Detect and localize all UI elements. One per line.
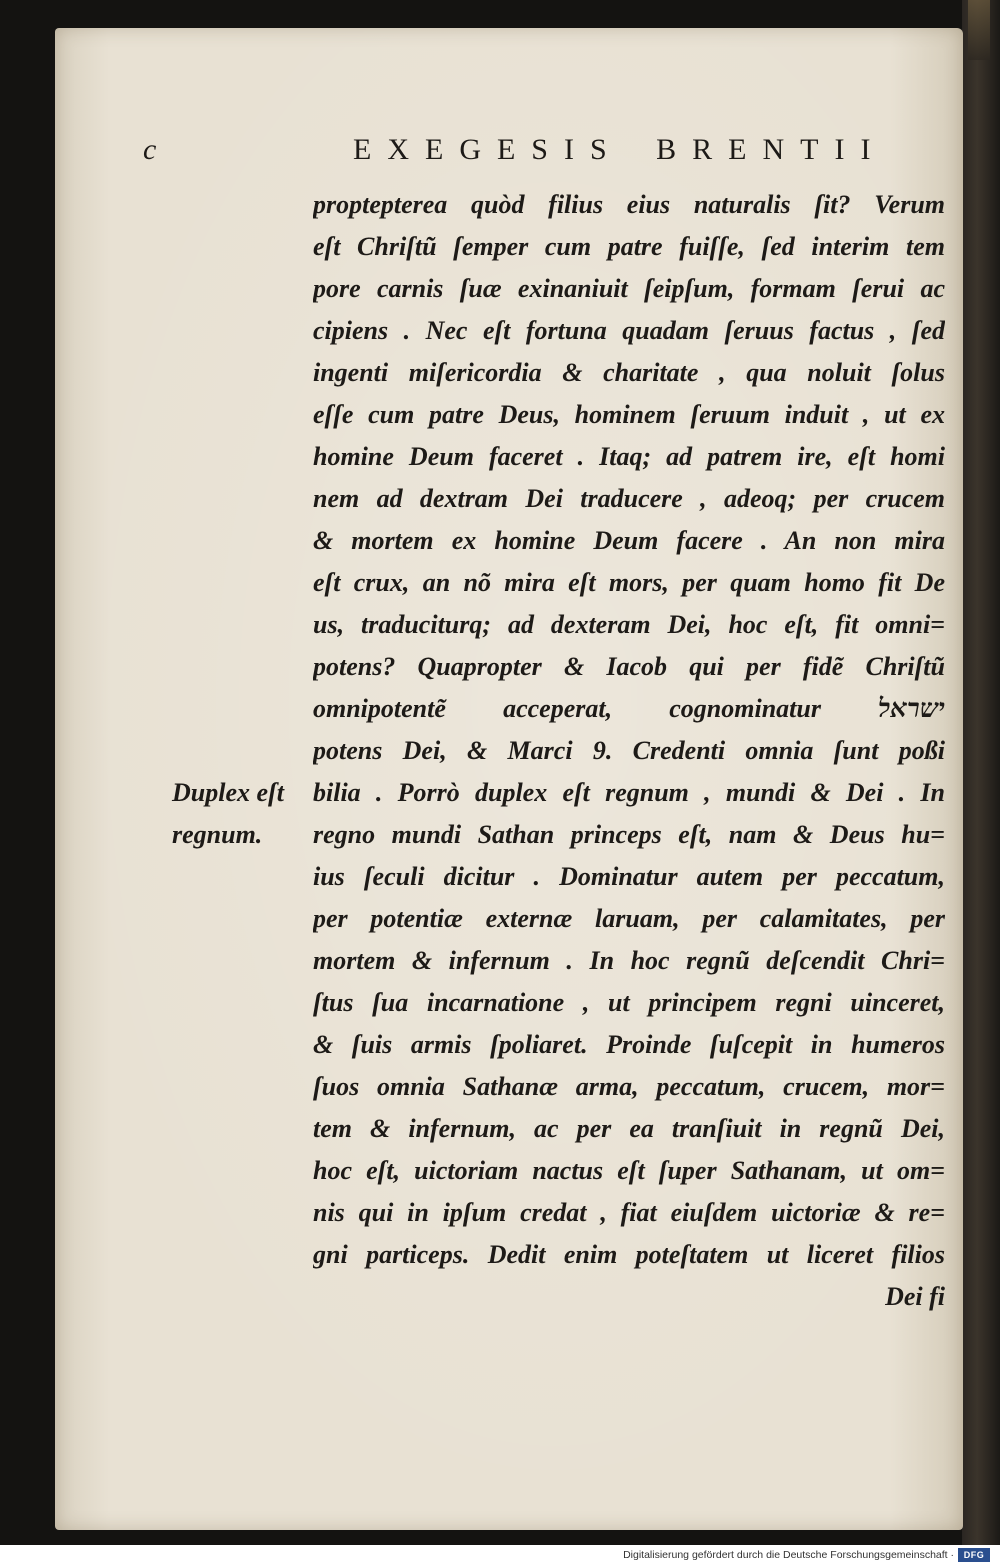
text-line: ingenti miſericordia & charitate , qua noluit ſolus xyxy=(313,358,945,387)
text-line: potens Dei, & Marci 9. Credenti omnia ſunt poßi xyxy=(313,736,945,765)
text-line: eſt crux, an nõ mira eſt mors, per quam homo fit De xyxy=(313,568,945,597)
text-line: cipiens . Nec eſt fortuna quadam ſeruus factus , ſed xyxy=(313,316,945,345)
text-line: mortem & infernum . In hoc regnũ deſcendit Chri= xyxy=(313,946,945,975)
catchword: Dei fi xyxy=(885,1282,945,1311)
text-line: homine Deum faceret . Itaq; ad patrem ire, eſt homi xyxy=(313,442,945,471)
margin-note xyxy=(172,772,307,856)
text-line: regno mundi Sathan princeps eſt, nam & Deus hu= xyxy=(313,820,945,849)
margin-note-line: Duplex eſt xyxy=(172,778,284,807)
body-text xyxy=(313,184,945,1318)
text-line: tem & infernum, ac per ea tranſiuit in regnũ Dei, xyxy=(313,1114,945,1143)
text-line: gni particeps. Dedit enim poteſtatem ut liceret filios xyxy=(313,1240,945,1269)
text-line: hoc eſt, uictoriam nactus eſt ſuper Sathanam, ut om= xyxy=(313,1156,945,1185)
margin-note-line: regnum. xyxy=(172,820,263,849)
book-edge xyxy=(962,0,1000,1545)
text-line: ius ſeculi dicitur . Dominatur autem per peccatum, xyxy=(313,862,945,891)
digitization-credit: Digitalisierung gefördert durch die Deutsche Forschungsgemeinschaft · xyxy=(623,1549,954,1561)
text-line: proptepterea quòd filius eius naturalis ſit? Verum xyxy=(313,190,945,219)
text-line: bilia . Porrò duplex eſt regnum , mundi & Dei . In xyxy=(313,778,945,807)
dfg-logo-icon: DFG xyxy=(958,1548,990,1562)
text-line: eſt Chriſtũ ſemper cum patre fuiſſe, ſed interim tem xyxy=(313,232,945,261)
text-line: ſuos omnia Sathanæ arma, peccatum, crucem, mor= xyxy=(313,1072,945,1101)
running-head: EXEGESIS BRENTII xyxy=(353,133,887,166)
text-line: pore carnis ſuæ exinaniuit ſeipſum, formam ſerui ac xyxy=(313,274,945,303)
text-line: nis qui in ipſum credat , fiat eiuſdem uictoriæ & re= xyxy=(313,1198,945,1227)
text-line: per potentiæ externæ laruam, per calamitates, per xyxy=(313,904,945,933)
text-line: nem ad dextram Dei traducere , adeoq; per crucem xyxy=(313,484,945,513)
text-line: & ſuis armis ſpoliaret. Proinde ſuſcepit in humeros xyxy=(313,1030,945,1059)
text-line: & mortem ex homine Deum facere . An non mira xyxy=(313,526,945,555)
footer-bar xyxy=(0,1545,1000,1565)
text-line: potens? Quapropter & Iacob qui per fidẽ Chriſtũ xyxy=(313,652,945,681)
page-number: c xyxy=(143,133,157,166)
book-page xyxy=(55,28,963,1530)
text-line: us, traduciturq; ad dexteram Dei, hoc eſt, fit omni= xyxy=(313,610,945,639)
text-line: omnipotentẽ acceperat, cognominatur ישראל xyxy=(313,694,945,723)
text-line: eſſe cum patre Deus, hominem ſeruum induit , ut ex xyxy=(313,400,945,429)
text-line: ſtus ſua incarnatione , ut principem regni uinceret, xyxy=(313,988,945,1017)
